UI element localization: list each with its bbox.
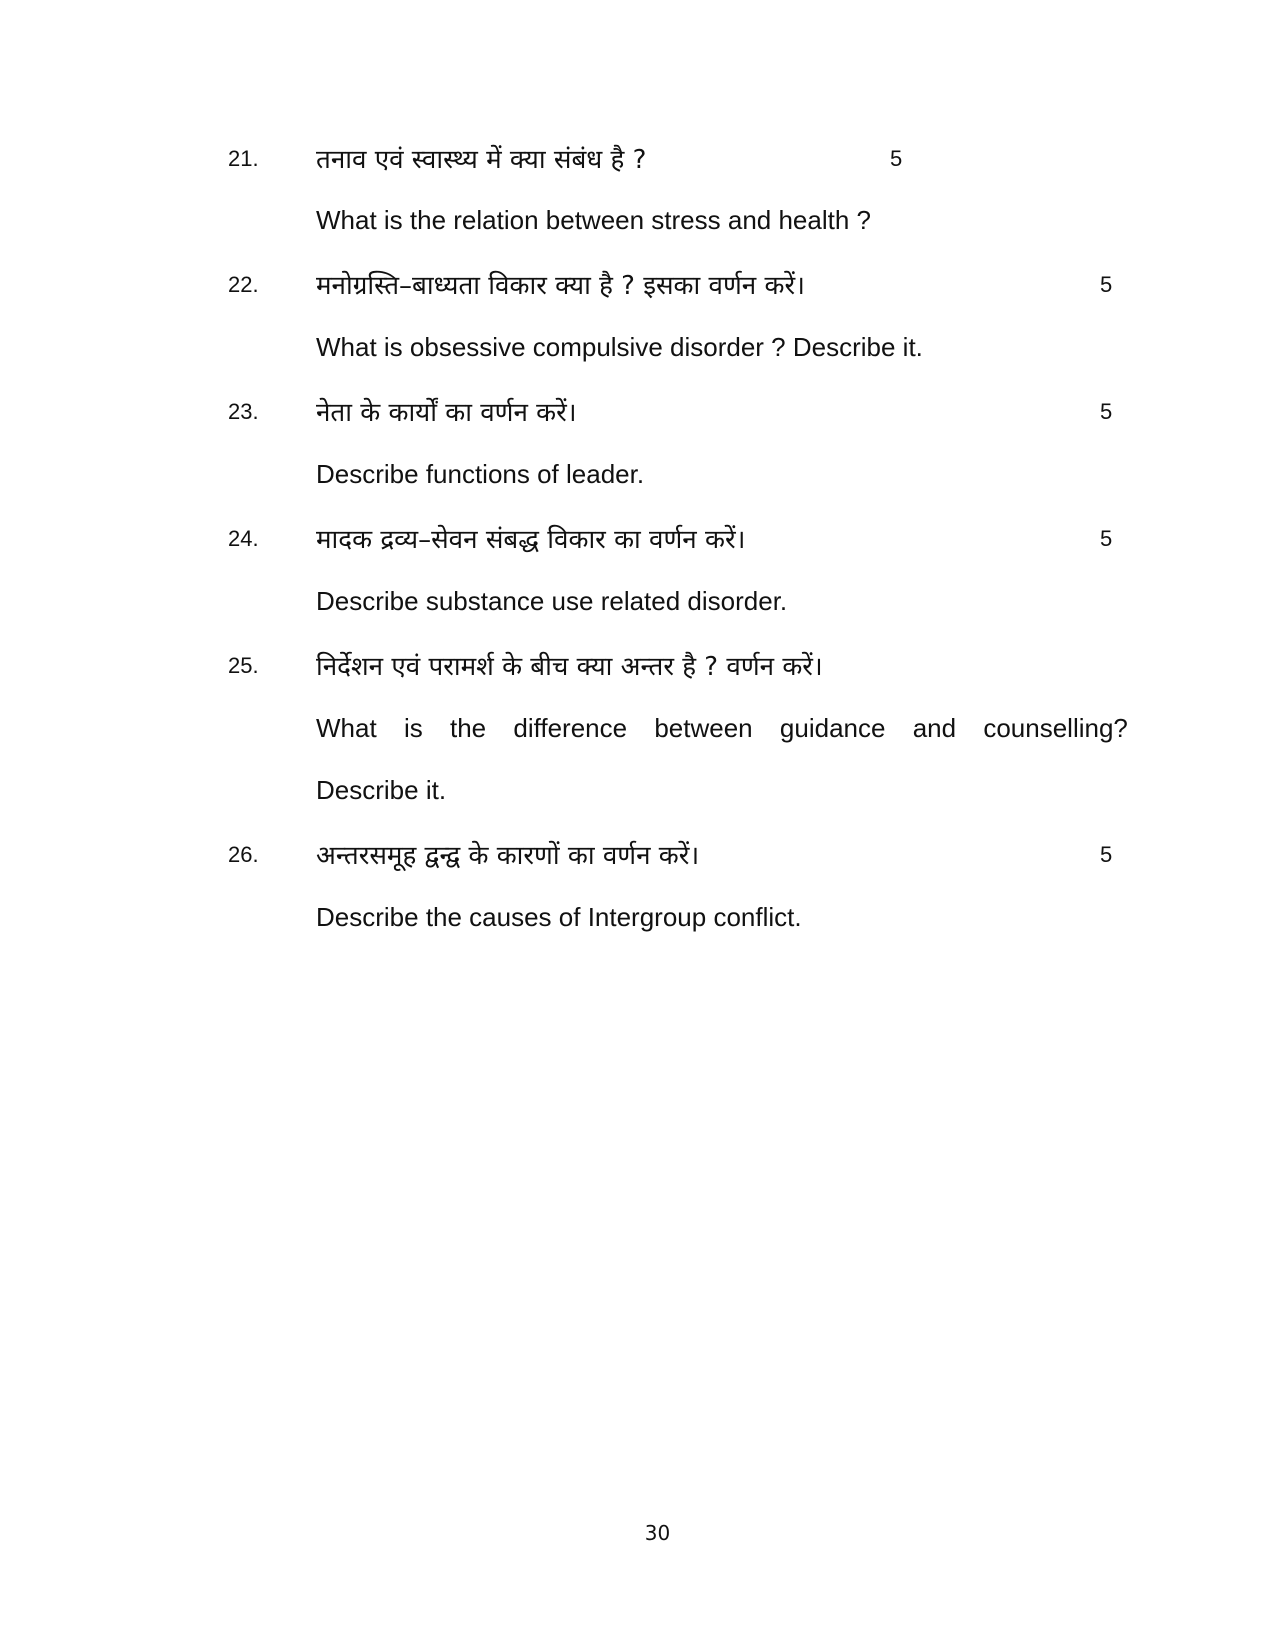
- question-hindi-text: अन्तरसमूह द्वन्द्व के कारणों का वर्णन करें।: [316, 841, 700, 871]
- word: guidance: [779, 713, 886, 743]
- word: What: [316, 713, 377, 743]
- question-hindi-text: नेता के कार्यों का वर्णन करें।: [316, 398, 577, 428]
- question-number: 22.: [228, 272, 259, 297]
- question-hindi-text: तनाव एवं स्वास्थ्य में क्या संबंध है ?: [316, 145, 647, 175]
- question-25-english-line2: Describe it.: [316, 775, 447, 805]
- question-number: 21.: [228, 146, 259, 171]
- question-number: 23.: [228, 399, 259, 424]
- word: the: [449, 713, 487, 743]
- word: between: [654, 713, 753, 743]
- word: counselling?: [983, 713, 1128, 743]
- question-marks: 5: [1100, 399, 1113, 424]
- question-hindi-text: मनोग्रस्ति–बाध्यता विकार क्या है ? इसका वर्णन करें।: [316, 271, 805, 301]
- question-hindi-text: निर्देशन एवं परामर्श के बीच क्या अन्तर है ? वर्णन करें।: [316, 652, 823, 682]
- question-marks: 5: [1100, 842, 1113, 867]
- question-number: 26.: [228, 842, 259, 867]
- word: is: [403, 713, 423, 743]
- question-25-english: [316, 713, 1128, 744]
- word: difference: [513, 713, 628, 743]
- question-marks: 5: [1100, 526, 1113, 551]
- question-21-english: What is the relation between stress and health ?: [316, 205, 871, 235]
- word: and: [912, 713, 957, 743]
- question-22-english: What is obsessive compulsive disorder ? Describe it.: [316, 332, 923, 362]
- question-23-english: Describe functions of leader.: [316, 459, 645, 489]
- question-marks: 5: [1100, 272, 1113, 297]
- page-number: 30: [644, 1521, 671, 1545]
- question-marks: 5: [890, 146, 903, 171]
- question-hindi-text: मादक द्रव्य–सेवन संबद्ध विकार का वर्णन करें।: [316, 525, 746, 555]
- question-26-english: Describe the causes of Intergroup conflict.: [316, 902, 802, 932]
- question-24-english: Describe substance use related disorder.: [316, 586, 788, 616]
- question-number: 25.: [228, 653, 259, 678]
- question-number: 24.: [228, 526, 259, 551]
